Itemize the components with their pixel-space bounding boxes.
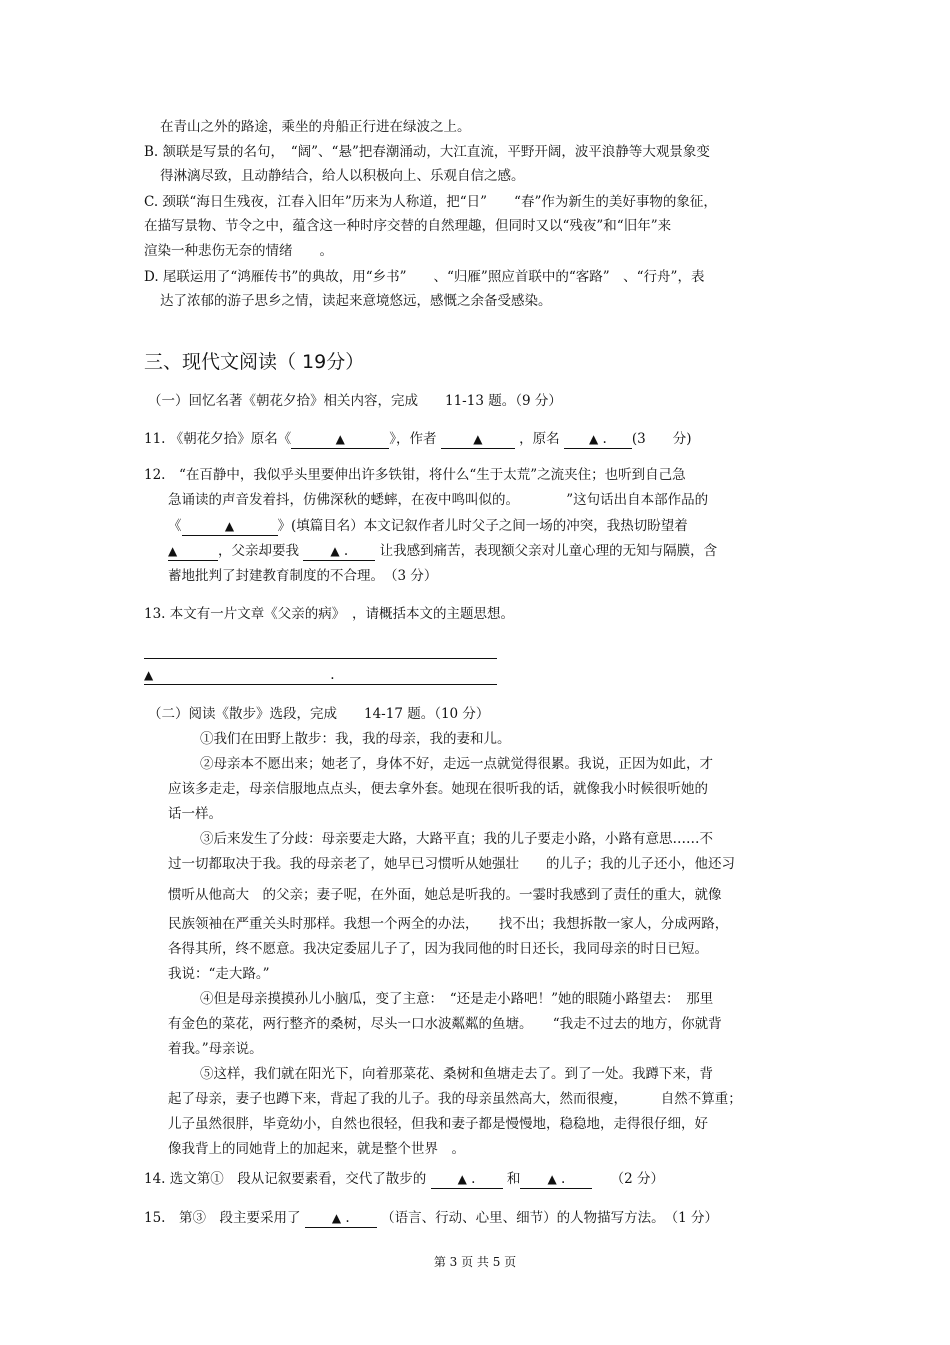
page-footer: 第 3 页 共 5 页	[433, 1255, 517, 1269]
passage-line: 过一切都取决于我。我的母亲老了，她早已习惯听从她强壮 的儿子；我的儿子还小，他还习	[168, 856, 735, 872]
option-c: C. 颈联“海日生残夜，江春入旧年”历来为人称道，把“日” “春”作为新生的美好事物的象征，	[144, 194, 717, 210]
passage-line: 各得其所，终不愿意。我决定委屈儿子了，因为我同他的时日还长，我同母亲的时日已短。	[168, 941, 708, 957]
answer-line[interactable]	[144, 658, 497, 659]
triangle-icon: ▲	[330, 544, 340, 558]
question-13: 13. 本文有一片文章《父亲的病》 ，请概括本文的主题思想。	[144, 606, 515, 622]
triangle-icon: ▲	[457, 1172, 467, 1186]
blank-dot: .	[345, 1210, 350, 1226]
passage-line: 应该多走走，母亲信服地点点头，便去拿外套。她现在很听我的话，就像我小时候很听她的	[168, 781, 708, 797]
question-15	[144, 1208, 718, 1228]
passage-line: 起了母亲，妻子也蹲下来，背起了我的儿子。我的母亲虽然高大，然而很瘦， 自然不算重；	[168, 1091, 742, 1107]
q11-text: ，原名	[519, 431, 560, 447]
answer-blank-father-demand[interactable]	[303, 542, 375, 561]
text-line: 蓄地批判了封建教育制度的不合理。 （3 分）	[168, 568, 438, 584]
passage-line: 我说：“走大路。”	[168, 966, 270, 982]
question-14	[144, 1169, 664, 1189]
triangle-icon: ▲	[144, 668, 154, 682]
blank-dot: .	[343, 543, 349, 559]
text-line: 在青山之外的路途，乘坐的舟船正行进在绿波之上。	[160, 119, 471, 135]
passage-line: 民族领袖在严重关头时那样。我想一个两全的办法， 找不出；我想拆散一家人，分成两路，	[168, 916, 729, 932]
option-b: B. 颔联是写景的名句， “阔”、“悬”把春潮涌动，大江直流，平野开阔，波平浪静等大观景象变	[144, 144, 710, 160]
q11-score: (3 分)	[631, 431, 692, 447]
triangle-icon: ▲	[168, 544, 178, 558]
q14-text: 14. 选文第① 段从记叙要素看，交代了散步的	[144, 1171, 427, 1187]
q12-text: 》(填篇目名）本文记叙作者儿时父子之间一场的冲突，我热切盼望着	[277, 518, 688, 534]
answer-line-marker	[144, 665, 335, 685]
passage-paragraph-1: ①我们在田野上散步：我，我的母亲，我的妻和儿。	[200, 731, 511, 747]
blank-dot: .	[560, 1171, 566, 1187]
passage-line: 话一样。	[168, 806, 222, 822]
passage-line: 像我背上的同她背上的加起来，就是整个世界 。	[168, 1141, 465, 1157]
q12-text: 让我感到痛苦，表现额父亲对儿童心理的无知与隔膜，含	[379, 543, 718, 559]
part-two-intro: （二）阅读《散步》选段，完成 14-17 题。（10 分）	[148, 706, 490, 722]
passage-line: 惯听从他高大 的父亲；妻子呢，在外面，她总是听我的。一霎时我感到了责任的重大，就像	[168, 887, 722, 903]
text-line: 急诵读的声音发着抖，仿佛深秋的蟋蟀，在夜中鸣叫似的。 ”这句话出自本部作品的	[168, 492, 709, 508]
answer-blank-original-name[interactable]	[564, 430, 632, 449]
passage-paragraph-5: ⑤这样，我们就在阳光下，向着那菜花、桑树和鱼塘走去了。到了一处。我蹲下来，背	[200, 1066, 713, 1082]
answer-blank-chapter[interactable]	[182, 517, 278, 536]
triangle-icon: ▲	[331, 1211, 342, 1225]
blank-dot: .	[330, 667, 335, 683]
q14-score: （2 分）	[610, 1171, 665, 1187]
q12-text: ，父亲却要我	[218, 543, 299, 559]
triangle-icon: ▲	[473, 432, 483, 446]
blank-dot: .	[602, 431, 607, 447]
triangle-icon: ▲	[588, 432, 599, 446]
triangle-icon: ▲	[335, 432, 345, 446]
question-11	[144, 429, 692, 449]
q11-text: 11. 《朝花夕拾》原名《	[144, 431, 292, 447]
answer-blank-description-method[interactable]	[305, 1209, 377, 1228]
passage-line: 有金色的菜花，两行整齐的桑树，尽头一口水波粼粼的鱼塘。 “我走不过去的地方，你就背	[168, 1016, 722, 1032]
q12-text: 《	[168, 518, 182, 534]
q14-text: 和	[506, 1171, 521, 1187]
answer-blank-wish[interactable]	[168, 542, 218, 561]
text-line: 渲染一种悲伤无奈的情绪 。	[144, 243, 333, 259]
text-line: 达了浓郁的游子思乡之情，读起来意境悠远，感慨之余备受感染。	[160, 293, 552, 309]
text-line: 得淋漓尽致，且动静结合，给人以积极向上、乐观自信之感。	[160, 168, 525, 184]
text-line: 在描写景物、节令之中，蕴含这一种时序交替的自然理趣，但同时又以“残夜”和“旧年”来	[144, 218, 672, 234]
passage-line: 儿子虽然很胖，毕竟幼小，自然也很轻，但我和妻子都是慢慢地，稳稳地，走得很仔细，好	[168, 1116, 708, 1132]
passage-paragraph-4: ④但是母亲摸摸孙儿小脑瓜，变了主意： “还是走小路吧！”她的眼随小路望去： 那里	[200, 991, 714, 1007]
triangle-icon: ▲	[547, 1172, 557, 1186]
text-line	[168, 516, 688, 536]
question-12: 12. “在百静中，我似乎头里要伸出许多铁钳，将什么“生于太荒”之流夹住；也听到自己急	[144, 467, 686, 483]
triangle-icon: ▲	[224, 519, 235, 533]
passage-paragraph-2: ②母亲本不愿出来；她老了，身体不好，走远一点就觉得很累。我说，正因为如此，才	[200, 756, 713, 772]
section-heading: 三、现代文阅读（ 19分）	[144, 351, 365, 373]
part-one-intro: （一）回忆名著《朝花夕拾》相关内容，完成 11-13 题。（9 分）	[148, 393, 562, 409]
passage-paragraph-3: ③后来发生了分歧：母亲要走大路，大路平直；我的儿子要走小路，小路有意思……不	[200, 831, 713, 847]
q15-text: （语言、行动、心里、细节）的人物描写方法。 （1 分）	[381, 1210, 718, 1226]
answer-blank-place[interactable]	[520, 1170, 592, 1189]
q11-text: 》，作者	[389, 431, 437, 447]
text-line	[168, 541, 717, 561]
answer-blank-time[interactable]	[431, 1170, 503, 1189]
passage-line: 着我。”母亲说。	[168, 1041, 263, 1057]
answer-line[interactable]	[144, 684, 497, 685]
q15-text: 15. 第③ 段主要采用了	[144, 1210, 301, 1226]
option-d: D. 尾联运用了“鸿雁传书”的典故，用“乡书” 、“归雁”照应首联中的“客路” 、“行舟”，表	[144, 269, 705, 285]
answer-blank-original-title[interactable]	[291, 430, 389, 449]
answer-blank-author[interactable]	[441, 430, 515, 449]
blank-dot: .	[471, 1171, 476, 1187]
